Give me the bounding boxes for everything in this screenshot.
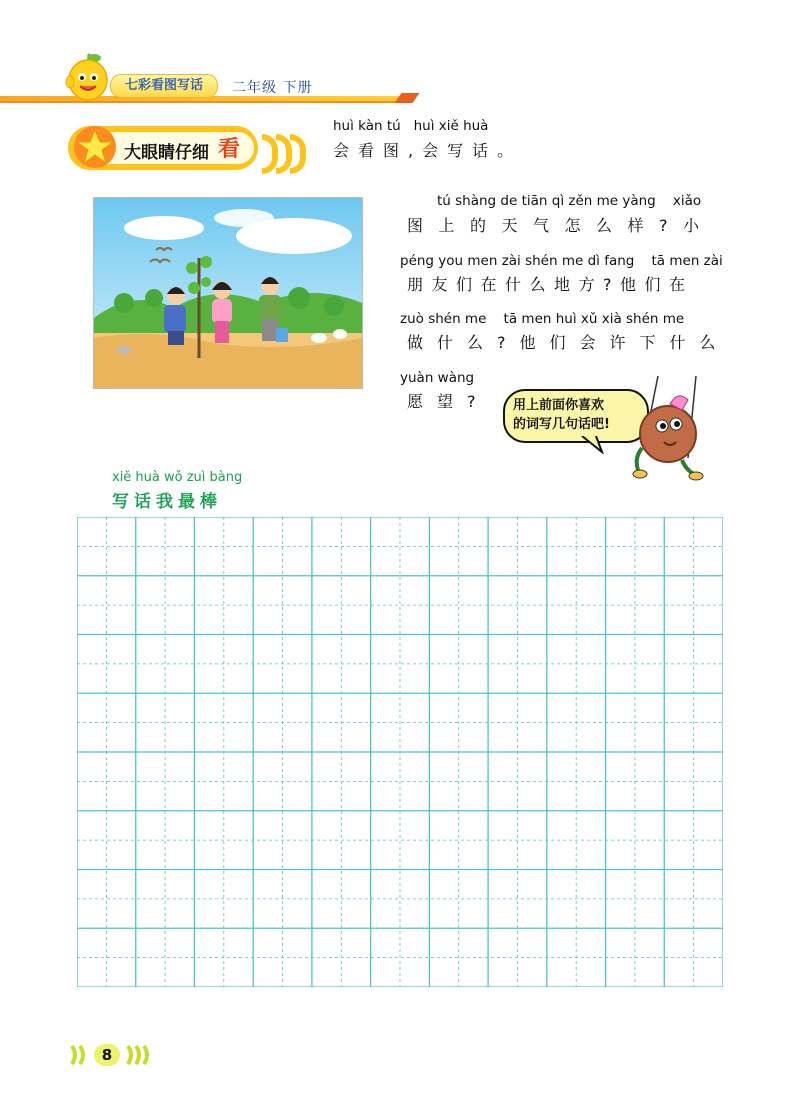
question-2-hanzi: 朋友们在什么地方?他们在 xyxy=(407,275,694,294)
intro-hanzi: 会看图,会写话。 xyxy=(333,141,523,160)
swinging-chestnut-character-icon xyxy=(618,376,708,484)
page-number: 8 xyxy=(94,1044,120,1066)
header-rule-end xyxy=(394,93,419,103)
speech-bubble-text xyxy=(513,396,610,434)
writing-grid[interactable] xyxy=(77,517,723,987)
series-title: 七彩看图写话 xyxy=(110,74,218,98)
question-4-hanzi: 愿望? xyxy=(407,392,490,411)
tree-planting-illustration xyxy=(93,197,363,389)
question-1-pinyin: tú shàng de tiān qì zěn me yàng xiǎo xyxy=(437,193,702,209)
lemon-mascot-icon xyxy=(64,52,112,102)
speech-bubble-line-1: 用上前面你喜欢 xyxy=(513,398,605,413)
intro-pinyin: huì kàn tú huì xiě huà xyxy=(333,118,489,134)
header-rule-shadow xyxy=(0,101,402,103)
question-4-pinyin: yuàn wàng xyxy=(400,370,475,386)
badge-arc-decoration xyxy=(290,134,306,174)
question-3-hanzi: 做什么?他们会许下什么 xyxy=(407,333,730,352)
section-badge-text: 大眼睛仔细 xyxy=(124,143,209,163)
speech-bubble-line-2: 的词写几句话吧! xyxy=(513,417,610,432)
question-3-pinyin: zuò shén me tā men huì xǔ xià shén me xyxy=(400,311,685,327)
question-1-hanzi: 图上的天气怎么样?小 xyxy=(407,216,715,235)
question-2-pinyin: péng you men zài shén me dì fang tā men zài xyxy=(400,253,723,269)
write-section-title: 写话我最棒 xyxy=(112,492,222,512)
section-badge-emphasis: 看 xyxy=(218,137,241,162)
star-icon xyxy=(72,124,118,170)
write-section-pinyin: xiě huà wǒ zuì bàng xyxy=(112,470,243,485)
speech-bubble-tail xyxy=(580,436,610,454)
grade-label: 二年级 下册 xyxy=(232,80,313,96)
